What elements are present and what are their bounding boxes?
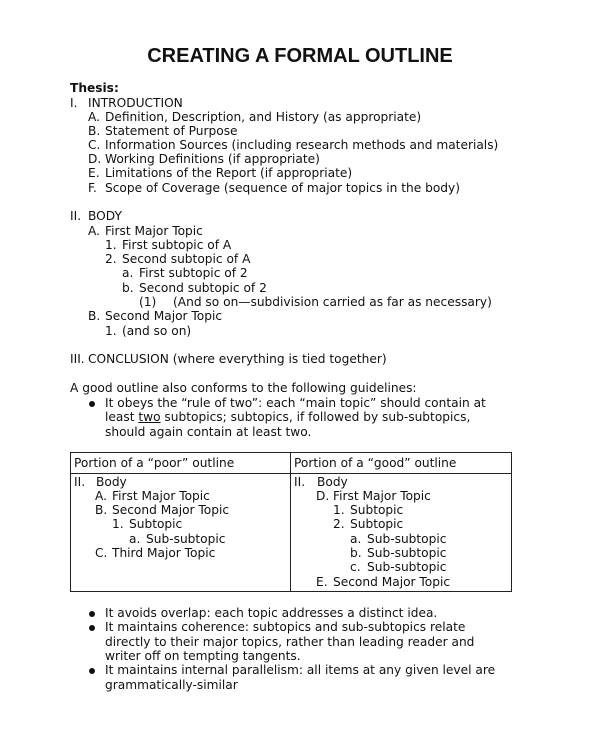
outline-marker: D. [88, 152, 102, 166]
table-cell: Second Major Topic [112, 503, 230, 517]
guideline-text: should again contain at least two. [105, 425, 312, 439]
outline-item: Second Major Topic [105, 309, 223, 323]
outline-item: Statement of Purpose [105, 124, 238, 138]
table-marker: 1. [112, 517, 124, 531]
table-marker: a. [129, 532, 141, 546]
table-header-divider [71, 473, 511, 474]
outline-heading-conclusion: CONCLUSION (where everything is tied together) [88, 352, 387, 366]
guideline-text: It obeys the “rule of two”: each “main topic” should contain at [105, 396, 486, 410]
guideline-text [105, 410, 470, 424]
outline-marker: B. [88, 124, 101, 138]
table-marker: c. [350, 560, 361, 574]
bullet-icon [89, 611, 95, 617]
bullet-text: writer off on tempting tangents. [105, 649, 301, 663]
table-cell: Second Major Topic [333, 575, 451, 589]
outline-marker: III. [70, 352, 85, 366]
bullet-icon [89, 668, 95, 674]
outline-marker: A. [88, 110, 100, 124]
outline-marker: I. [70, 96, 78, 110]
guideline-underlined-word: two [138, 410, 161, 424]
table-cell: Subtopic [350, 503, 404, 517]
table-cell: Body [96, 475, 127, 489]
bullet-text: It avoids overlap: each topic addresses a distinct idea. [105, 606, 438, 620]
outline-item: Definition, Description, and History (as appropriate) [105, 110, 422, 124]
outline-marker: (1) [139, 295, 157, 309]
outline-marker: 1. [105, 238, 117, 252]
guidelines-intro: A good outline also conforms to the following guidelines: [70, 381, 417, 395]
outline-item: First subtopic of 2 [139, 266, 248, 280]
table-marker: C. [95, 546, 108, 560]
outline-marker: II. [70, 209, 82, 223]
bullet-icon [89, 625, 95, 631]
outline-item: (And so on—subdivision carried as far as necessary) [173, 295, 492, 309]
table-marker: D. [316, 489, 330, 503]
outline-item: First Major Topic [105, 224, 203, 238]
outline-item: Second subtopic of 2 [139, 281, 267, 295]
table-cell: Sub-subtopic [146, 532, 226, 546]
outline-marker: 1. [105, 324, 117, 338]
table-cell: Subtopic [129, 517, 183, 531]
table-marker: B. [95, 503, 108, 517]
table-marker: E. [316, 575, 328, 589]
outline-marker: A. [88, 224, 100, 238]
table-cell: Third Major Topic [112, 546, 216, 560]
outline-marker: B. [88, 309, 101, 323]
bullet-text: grammatically-similar [105, 678, 238, 692]
table-cell: Sub-subtopic [367, 532, 447, 546]
outline-item: Working Definitions (if appropriate) [105, 152, 320, 166]
guideline-fragment: least [105, 410, 139, 424]
table-cell: First Major Topic [112, 489, 210, 503]
bullet-text: It maintains coherence: subtopics and sub-subtopics relate [105, 620, 466, 634]
outline-marker: b. [122, 281, 134, 295]
outline-item: Second subtopic of A [122, 252, 251, 266]
outline-marker: 2. [105, 252, 117, 266]
table-marker: II. [74, 475, 86, 489]
table-cell: First Major Topic [333, 489, 431, 503]
table-cell: Body [317, 475, 348, 489]
bullet-icon [89, 401, 95, 407]
table-marker: b. [350, 546, 362, 560]
outline-heading-body: BODY [88, 209, 122, 223]
outline-heading-introduction: INTRODUCTION [88, 96, 183, 110]
outline-marker: C. [88, 138, 101, 152]
table-header-good: Portion of a “good” outline [294, 456, 457, 470]
table-marker: II. [294, 475, 306, 489]
table-marker: A. [95, 489, 107, 503]
table-cell: Sub-subtopic [367, 546, 447, 560]
table-cell: Subtopic [350, 517, 404, 531]
table-header-poor: Portion of a “poor” outline [74, 456, 235, 470]
thesis-label: Thesis: [70, 81, 119, 95]
bullet-text: directly to their major topics, rather than leading reader and [105, 635, 475, 649]
outline-item: Limitations of the Report (if appropriate) [105, 166, 353, 180]
table-marker: 2. [333, 517, 345, 531]
guideline-fragment: subtopics; subtopics, if followed by sub-subtopics, [160, 410, 471, 424]
table-cell: Sub-subtopic [367, 560, 447, 574]
table-marker: a. [350, 532, 362, 546]
outline-marker: E. [88, 166, 100, 180]
page-title: CREATING A FORMAL OUTLINE [147, 45, 453, 67]
table-column-divider [290, 453, 291, 591]
outline-item: Information Sources (including research methods and materials) [105, 138, 499, 152]
outline-item: (and so on) [122, 324, 192, 338]
table-marker: 1. [333, 503, 345, 517]
outline-marker: F. [88, 181, 97, 195]
outline-item: Scope of Coverage (sequence of major topics in the body) [105, 181, 460, 195]
outline-marker: a. [122, 266, 134, 280]
bullet-text: It maintains internal parallelism: all items at any given level are [105, 663, 496, 677]
outline-item: First subtopic of A [122, 238, 232, 252]
